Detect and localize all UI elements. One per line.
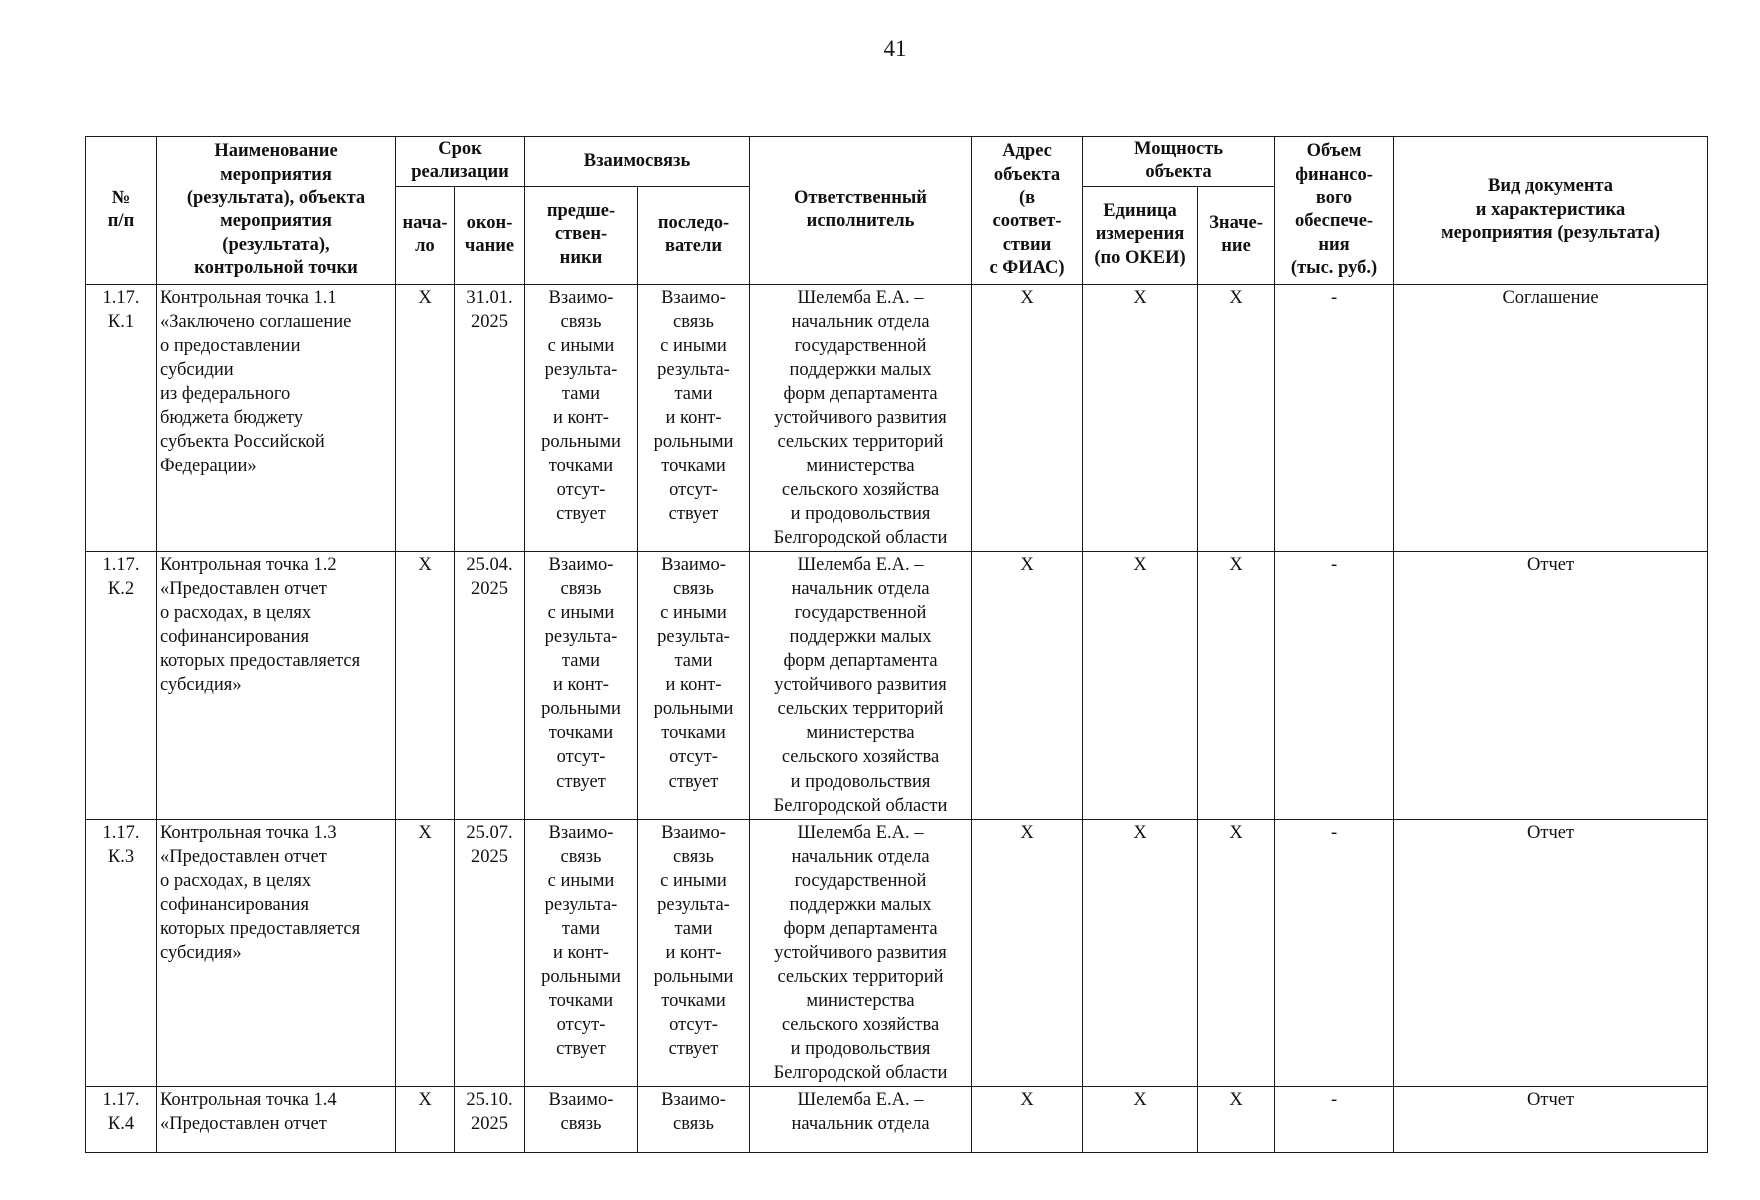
- row-finance: -: [1275, 1087, 1394, 1153]
- row-value: X: [1198, 284, 1275, 552]
- row-unit: X: [1083, 819, 1198, 1087]
- row-end: 25.07. 2025: [455, 819, 525, 1087]
- row-next: Взаимо- связь с иными результа- тами и конт- рольными точками отсут- ствует: [638, 552, 750, 820]
- table-row: [86, 284, 1708, 552]
- header-link-prev: предше- ствен- ники: [525, 186, 638, 284]
- row-end: 25.10. 2025: [455, 1087, 525, 1153]
- row-doc: Отчет: [1394, 552, 1708, 820]
- row-start: X: [396, 552, 455, 820]
- row-responsible: Шелемба Е.А. – начальник отдела государственной поддержки малых форм департамента устойчивого развития сельских территорий министерства сельского хозяйства и продовольствия Белгородской области: [750, 552, 972, 820]
- page-number: 41: [883, 36, 907, 61]
- header-address: Адрес объекта (в соответ- ствии с ФИАС): [972, 137, 1083, 285]
- header-term-start: нача- ло: [396, 186, 455, 284]
- row-num: 1.17. К.2: [86, 552, 157, 820]
- header-capacity-value: Значе- ние: [1198, 186, 1275, 284]
- row-unit: X: [1083, 1087, 1198, 1153]
- header-term: Срок реализации: [396, 137, 525, 187]
- row-doc: Соглашение: [1394, 284, 1708, 552]
- row-finance: -: [1275, 552, 1394, 820]
- table-row: [86, 552, 1708, 820]
- table-row: [86, 1087, 1708, 1153]
- row-prev: Взаимо- связь с иными результа- тами и конт- рольными точками отсут- ствует: [525, 552, 638, 820]
- row-next: Взаимо- связь с иными результа- тами и конт- рольными точками отсут- ствует: [638, 284, 750, 552]
- header-capacity: Мощность объекта: [1083, 137, 1275, 187]
- row-value: X: [1198, 1087, 1275, 1153]
- row-next: Взаимо- связь с иными результа- тами и конт- рольными точками отсут- ствует: [638, 819, 750, 1087]
- header-row-top: [86, 137, 1708, 187]
- row-responsible: Шелемба Е.А. – начальник отдела государственной поддержки малых форм департамента устойчивого развития сельских территорий министерства сельского хозяйства и продовольствия Белгородской области: [750, 819, 972, 1087]
- row-name: Контрольная точка 1.4 «Предоставлен отчет: [157, 1087, 396, 1153]
- row-start: X: [396, 819, 455, 1087]
- header-term-end: окон- чание: [455, 186, 525, 284]
- row-unit: X: [1083, 552, 1198, 820]
- row-prev: Взаимо- связь: [525, 1087, 638, 1153]
- row-finance: -: [1275, 284, 1394, 552]
- row-start: X: [396, 284, 455, 552]
- row-prev: Взаимо- связь с иными результа- тами и конт- рольными точками отсут- ствует: [525, 819, 638, 1087]
- table-row: [86, 819, 1708, 1087]
- header-name: Наименование мероприятия (результата), объекта мероприятия (результата), контрольной точки: [157, 137, 396, 285]
- row-value: X: [1198, 552, 1275, 820]
- row-address: X: [972, 819, 1083, 1087]
- row-start: X: [396, 1087, 455, 1153]
- row-name: Контрольная точка 1.3 «Предоставлен отчет о расходах, в целях софинансирования которых предоставляется субсидия»: [157, 819, 396, 1087]
- row-address: X: [972, 1087, 1083, 1153]
- row-num: 1.17. К.4: [86, 1087, 157, 1153]
- header-link-next: последо- ватели: [638, 186, 750, 284]
- row-doc: Отчет: [1394, 1087, 1708, 1153]
- header-capacity-unit: Единица измерения (по ОКЕИ): [1083, 186, 1198, 284]
- header-finance: Объем финансо- вого обеспече- ния (тыс. руб.): [1275, 137, 1394, 285]
- row-num: 1.17. К.3: [86, 819, 157, 1087]
- row-responsible: Шелемба Е.А. – начальник отдела: [750, 1087, 972, 1153]
- row-value: X: [1198, 819, 1275, 1087]
- row-address: X: [972, 284, 1083, 552]
- row-name: Контрольная точка 1.1 «Заключено соглашение о предоставлении субсидии из федерального бюджета бюджету субъекта Российской Федерации»: [157, 284, 396, 552]
- header-num: № п/п: [86, 137, 157, 285]
- header-link: Взаимосвязь: [525, 137, 750, 187]
- header-responsible: Ответственный исполнитель: [750, 137, 972, 285]
- row-address: X: [972, 552, 1083, 820]
- row-name: Контрольная точка 1.2 «Предоставлен отчет о расходах, в целях софинансирования которых предоставляется субсидия»: [157, 552, 396, 820]
- header-doc-type: Вид документа и характеристика мероприятия (результата): [1394, 137, 1708, 285]
- row-num: 1.17. К.1: [86, 284, 157, 552]
- row-prev: Взаимо- связь с иными результа- тами и конт- рольными точками отсут- ствует: [525, 284, 638, 552]
- row-unit: X: [1083, 284, 1198, 552]
- control-points-table: [85, 136, 1708, 1153]
- row-doc: Отчет: [1394, 819, 1708, 1087]
- row-responsible: Шелемба Е.А. – начальник отдела государственной поддержки малых форм департамента устойчивого развития сельских территорий министерства сельского хозяйства и продовольствия Белгородской области: [750, 284, 972, 552]
- row-end: 31.01. 2025: [455, 284, 525, 552]
- row-finance: -: [1275, 819, 1394, 1087]
- row-end: 25.04. 2025: [455, 552, 525, 820]
- row-next: Взаимо- связь: [638, 1087, 750, 1153]
